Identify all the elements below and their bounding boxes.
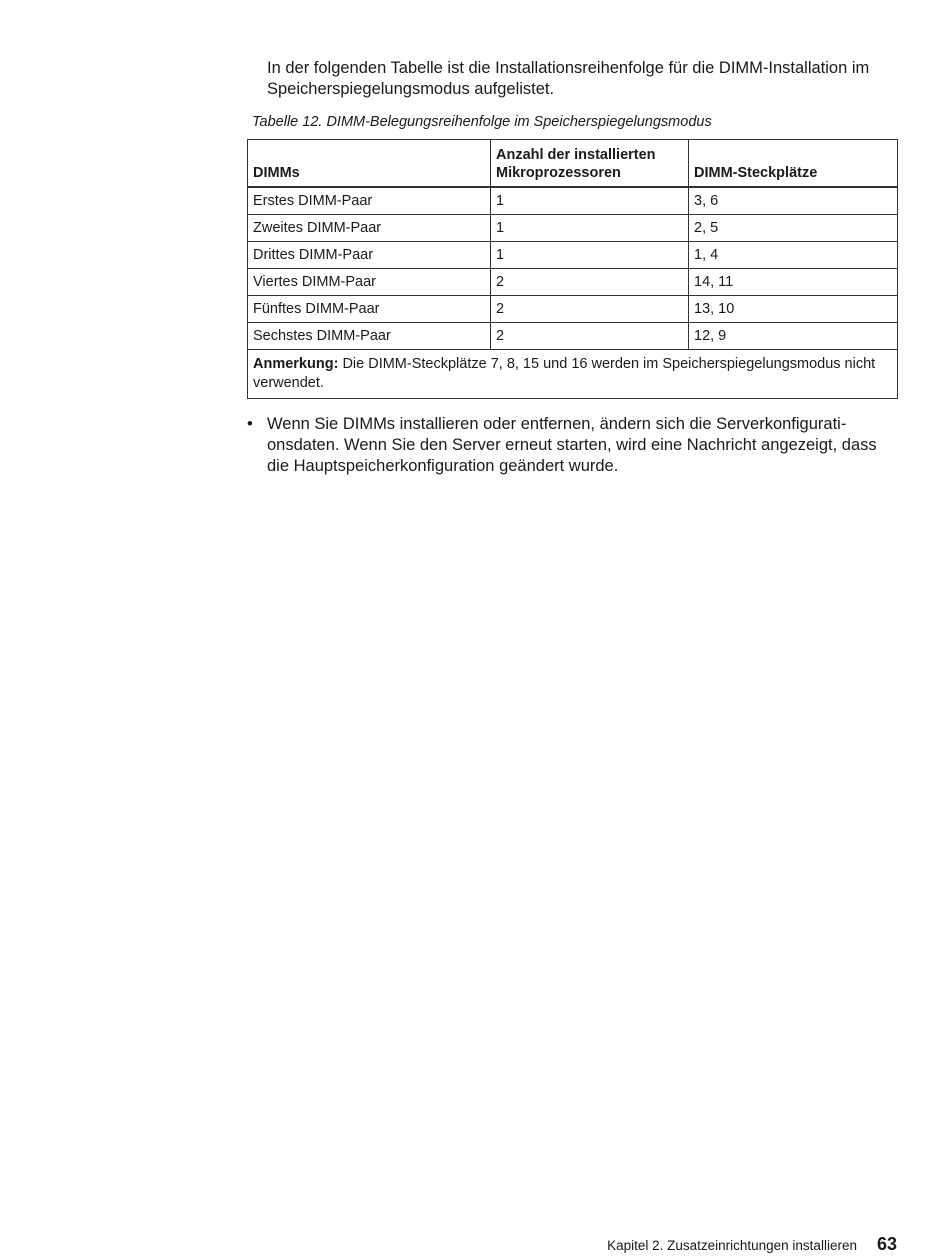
processor-count-cell: 1 [491,215,689,242]
bullet-text: Wenn Sie DIMMs installieren oder entfernen, ändern sich die Serverkonfigurati-onsdaten. Wenn Sie den Server erneut starten, wird eine Nachricht angezeigt, dass die Hauptspeicherkonfiguration geändert wurde. [267,415,877,475]
slots-cell: 1, 4 [689,242,898,269]
dimm-pair-cell: Viertes DIMM-Paar [248,269,491,296]
processor-count-cell: 2 [491,323,689,350]
slots-cell: 12, 9 [689,323,898,350]
table-note-row [248,350,898,399]
bullet-list [247,414,897,477]
slots-cell: 14, 11 [689,269,898,296]
processor-count-cell: 2 [491,296,689,323]
column-header-processors: Anzahl der installierten Mikroprozessoren [491,140,689,188]
dimm-pair-cell: Drittes DIMM-Paar [248,242,491,269]
table-note [248,350,898,399]
intro-paragraph: In der folgenden Tabelle ist die Installationsreihenfolge für die DIMM-Installation im Speicherspiegelungsmodus aufgelistet. [267,59,870,98]
dimm-pair-cell: Fünftes DIMM-Paar [248,296,491,323]
dimm-pair-cell: Sechstes DIMM-Paar [248,323,491,350]
note-text: Die DIMM-Steckplätze 7, 8, 15 und 16 werden im Speicherspiegelungsmodus nicht verwendet. [253,356,876,391]
slots-cell: 2, 5 [689,215,898,242]
table-row [248,215,898,242]
table-header-row [248,140,898,188]
list-item [247,414,897,477]
dimm-population-table [247,139,898,399]
table-row [248,323,898,350]
table-row [248,187,898,215]
processor-count-cell: 1 [491,187,689,215]
chapter-title: Kapitel 2. Zusatzeinrichtungen installieren [607,1238,857,1253]
page-number: 63 [876,1234,897,1254]
table-row [248,269,898,296]
page-footer [607,1234,897,1255]
dimm-pair-cell: Erstes DIMM-Paar [248,187,491,215]
table-row [248,296,898,323]
slots-cell: 13, 10 [689,296,898,323]
table-caption: Tabelle 12. DIMM-Belegungsreihenfolge im Speicherspiegelungsmodus [252,114,712,130]
note-label: Anmerkung: [253,356,339,372]
dimm-pair-cell: Zweites DIMM-Paar [248,215,491,242]
processor-count-cell: 2 [491,269,689,296]
slots-cell: 3, 6 [689,187,898,215]
column-header-slots: DIMM-Steckplätze [689,140,898,188]
processor-count-cell: 1 [491,242,689,269]
column-header-dimms: DIMMs [248,140,491,188]
bullet-symbol: • [247,415,253,433]
table-row [248,242,898,269]
